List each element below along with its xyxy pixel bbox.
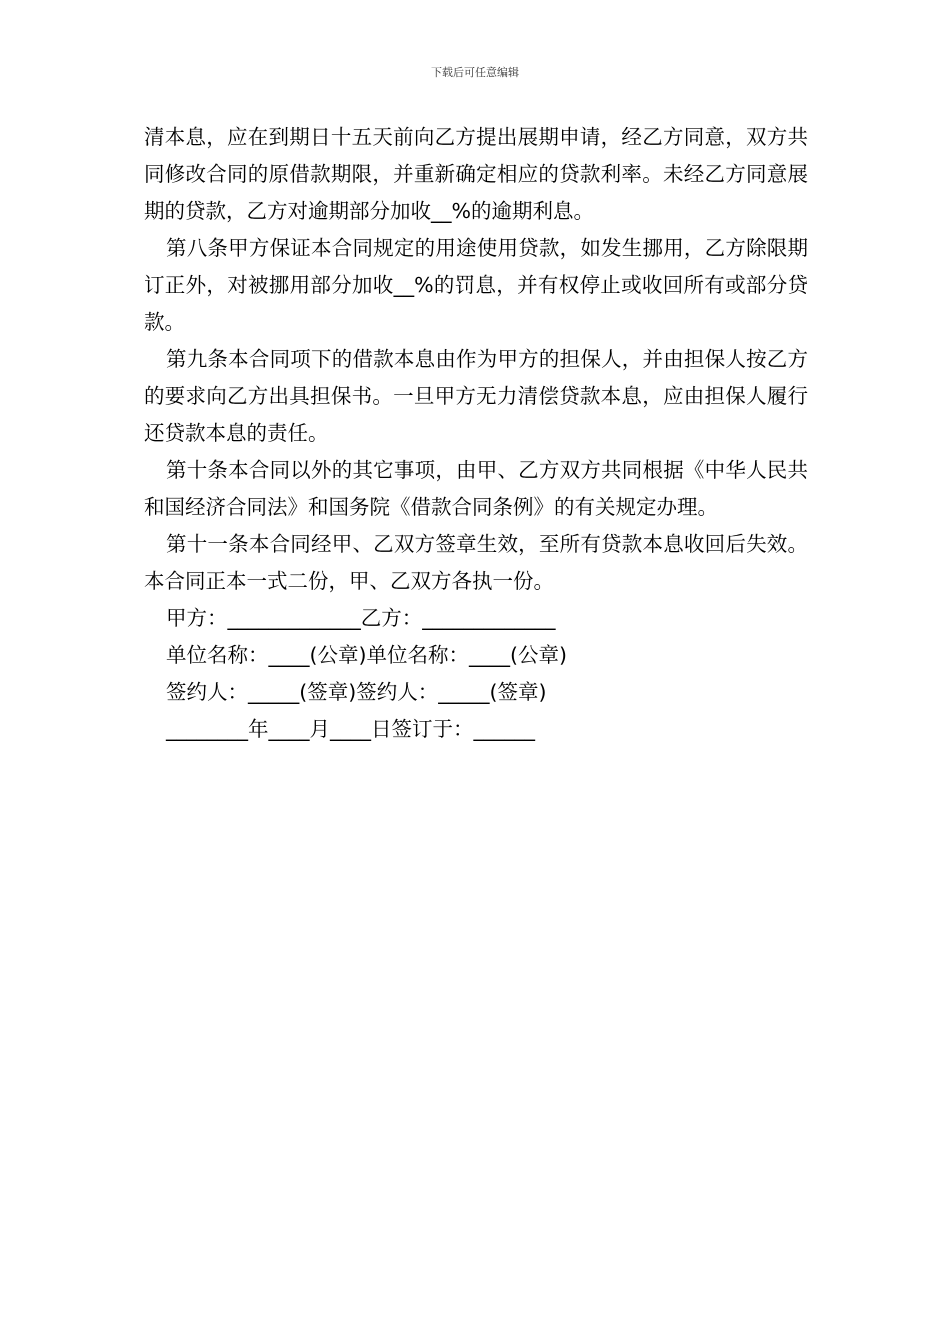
signature-date-line: ________年____月____日签订于：______	[166, 717, 535, 741]
paragraph-extension-clause: 清本息，应在到期日十五天前向乙方提出展期申请，经乙方同意，双方共同修改合同的原借款期限，并重新确定相应的贷款利率。未经乙方同意展期的贷款，乙方对逾期部分加收__%的逾期利息。	[144, 125, 808, 223]
signature-units-line: 单位名称：____(公章)单位名称：____(公章)	[166, 643, 567, 667]
paragraph-article-11: 第十一条本合同经甲、乙双方签章生效，至所有贷款本息收回后失效。本合同正本一式二份，甲、乙双方各执一份。	[144, 532, 808, 593]
paragraph-article-9: 第九条本合同项下的借款本息由作为甲方的担保人，并由担保人按乙方的要求向乙方出具担保书。一旦甲方无力清偿贷款本息，应由担保人履行还贷款本息的责任。	[144, 347, 808, 445]
paragraph-article-8: 第八条甲方保证本合同规定的用途使用贷款，如发生挪用，乙方除限期订正外，对被挪用部分加收__%的罚息，并有权停止或收回所有或部分贷款。	[144, 236, 808, 334]
contract-body	[144, 119, 808, 748]
page-header: 下载后可任意编辑	[431, 66, 519, 79]
signature-parties-line: 甲方：_____________乙方：_____________	[166, 606, 556, 630]
signature-signers-line: 签约人：_____(签章)签约人：_____(签章)	[166, 680, 547, 704]
paragraph-article-10: 第十条本合同以外的其它事项，由甲、乙方双方共同根据《中华人民共和国经济合同法》和国务院《借款合同条例》的有关规定办理。	[144, 458, 808, 519]
